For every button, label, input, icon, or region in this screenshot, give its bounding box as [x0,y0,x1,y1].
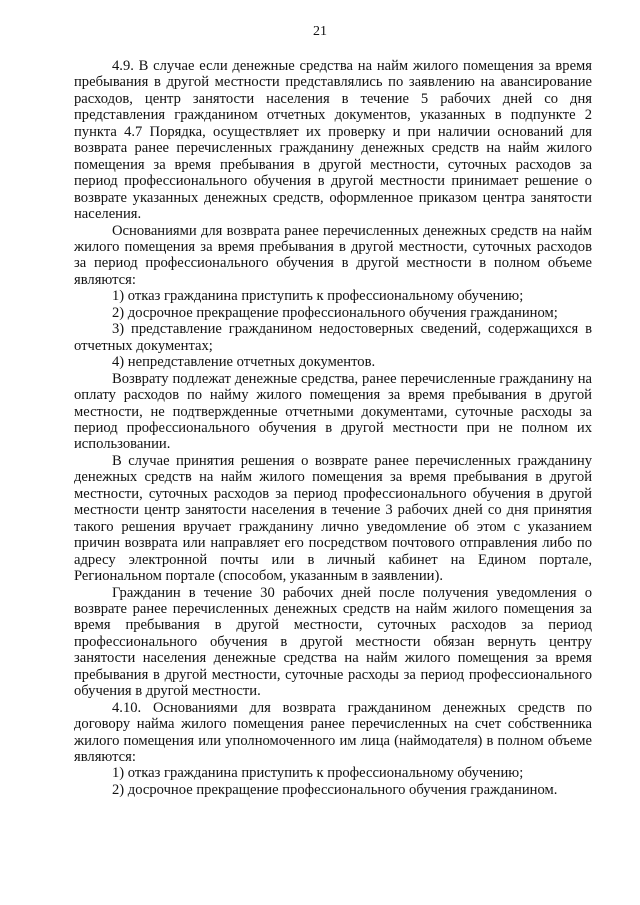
list-item: 3) представление гражданином недостоверных сведений, содержащихся в отчетных документах; [74,321,592,354]
list-item: 2) досрочное прекращение профессионального обучения гражданином. [112,781,558,798]
paragraph-decision-notice: В случае принятия решения о возврате ранее перечисленных гражданину денежных средств на найм жилого помещения за время пребывания в другой местности, суточных расходов за период профессионального обучения в другой местности центр занятости населения в течение 3 рабочих дней со дня принятия такого решения вручает гражданину лично уведомление об этом с указанием причин возврата или направляет его посредством почтового отправления либо по адресу электронной почты или в личный кабинет на Едином портале, Региональном портале (способом, указанным в заявлении). [74,452,592,585]
paragraph-return-grounds: Основаниями для возврата ранее перечисленных денежных средств на найм жилого помещения за время пребывания в другой местности, суточных расходов за период профессионального обучения в другой местности в полном объеме являются: [74,222,592,288]
paragraph-4-10: 4.10. Основаниями для возврата гражданином денежных средств по договору найма жилого помещения ранее перечисленных на счет собственника жилого помещения или уполномоченного им лица (наймодателя) в полном объеме являются: [74,699,592,766]
list-item: 1) отказ гражданина приступить к профессиональному обучению; [112,288,524,305]
list-item: 2) досрочное прекращение профессионального обучения гражданином; [112,304,558,321]
list-item: 4) непредставление отчетных документов. [112,354,376,371]
paragraph-refund-subject: Возврату подлежат денежные средства, ранее перечисленные гражданину на оплату расходов по найму жилого помещения за время пребывания в другой местности, не подтвержденные отчетными документами, суточные расходы за период профессионального обучения в другой местности при не полном их использовании. [74,370,592,453]
document-body [74,58,592,798]
paragraph-citizen-obligation: Гражданин в течение 30 рабочих дней после получения уведомления о возврате ранее перечисленных денежных средств на найм жилого помещения за время пребывания в другой местности, суточных расходов за период профессионального обучения в другой местности обязан вернуть центру занятости населения денежные средства на найм жилого помещения за время пребывания в другой местности, суточные расходы за период профессионального обучения в другой местности. [74,584,592,700]
page-number: 21 [313,24,327,39]
list-item: 1) отказ гражданина приступить к профессиональному обучению; [112,765,524,782]
paragraph-4-9: 4.9. В случае если денежные средства на найм жилого помещения за время пребывания в другой местности представлялись по заявлению на авансирование расходов, центр занятости населения в течение 5 рабочих дней со дня представления гражданином отчетных документов, указанных в подпункте 2 пункта 4.7 Порядка, осуществляет их проверку и при наличии оснований для возврата ранее перечисленных гражданину денежных средств на найм жилого помещения за время пребывания в другой местности, суточных расходов за период профессионального обучения в другой местности принимает решение о возврате указанных денежных средств, оформленное приказом центра занятости населения. [74,58,592,223]
